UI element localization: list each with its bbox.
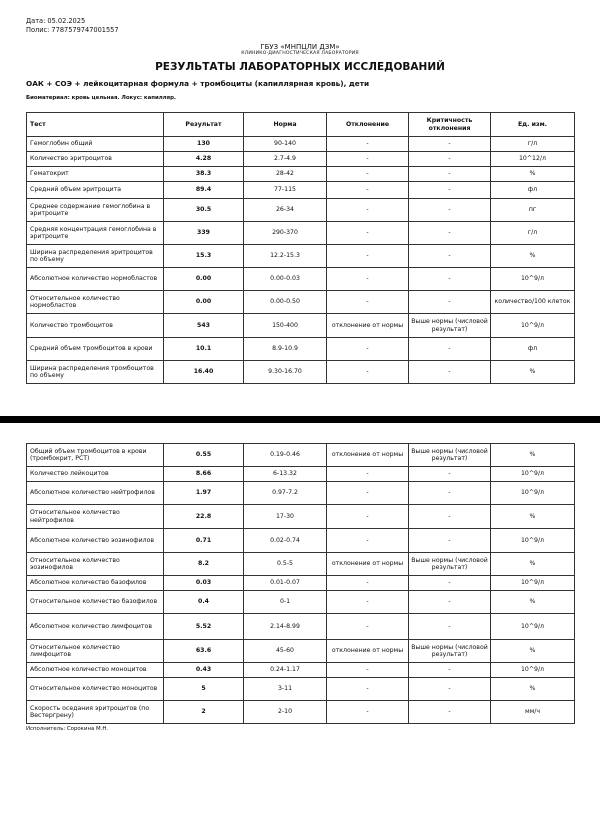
test-name: Общий объем тромбоцитов в крови (тромбокрит, PCT): [27, 444, 164, 467]
table-row: [27, 245, 575, 268]
test-result: 63.6: [164, 640, 244, 663]
test-deviation: -: [327, 663, 409, 678]
test-name: Относительное количество эозинофилов: [27, 553, 164, 576]
test-name: Количество тромбоцитов: [27, 314, 164, 338]
test-name: Средний объем эритроцита: [27, 182, 164, 199]
test-name: Абсолютное количество нейтрофилов: [27, 482, 164, 505]
test-unit: г/л: [491, 222, 575, 245]
policy-number: Полис: 7787579747001557: [26, 26, 119, 34]
test-deviation: отклонение от нормы: [327, 553, 409, 576]
test-unit: 10^9/л: [491, 268, 575, 291]
test-criticality: -: [409, 614, 491, 640]
test-unit: 10^9/л: [491, 314, 575, 338]
test-unit: %: [491, 553, 575, 576]
table-row: [27, 152, 575, 167]
table-row: [27, 361, 575, 384]
test-criticality: -: [409, 137, 491, 152]
test-deviation: -: [327, 167, 409, 182]
table-row: [27, 553, 575, 576]
test-criticality: -: [409, 663, 491, 678]
test-deviation: -: [327, 222, 409, 245]
test-unit: мм/ч: [491, 701, 575, 724]
document-title: РЕЗУЛЬТАТЫ ЛАБОРАТОРНЫХ ИССЛЕДОВАНИЙ: [155, 61, 445, 73]
test-deviation: -: [327, 529, 409, 553]
test-name: Абсолютное количество базофилов: [27, 576, 164, 591]
test-result: 1.97: [164, 482, 244, 505]
test-criticality: -: [409, 182, 491, 199]
table-row: [27, 182, 575, 199]
test-name: Гематокрит: [27, 167, 164, 182]
test-norm: 90-140: [244, 137, 327, 152]
test-criticality: Выше нормы (числовой результат): [409, 553, 491, 576]
table-row: [27, 614, 575, 640]
table-header-row: [27, 113, 575, 137]
test-unit: %: [491, 361, 575, 384]
table-row: [27, 482, 575, 505]
test-criticality: -: [409, 361, 491, 384]
test-deviation: отклонение от нормы: [327, 444, 409, 467]
test-deviation: -: [327, 268, 409, 291]
test-unit: 10^12/л: [491, 152, 575, 167]
test-result: 543: [164, 314, 244, 338]
test-norm: 28-42: [244, 167, 327, 182]
test-norm: 6-13.32: [244, 467, 327, 482]
test-criticality: -: [409, 167, 491, 182]
test-result: 8.2: [164, 553, 244, 576]
test-criticality: -: [409, 701, 491, 724]
test-norm: 0.00-0.50: [244, 291, 327, 314]
test-deviation: -: [327, 182, 409, 199]
test-unit: пг: [491, 199, 575, 222]
test-norm: 9.30-16.70: [244, 361, 327, 384]
test-criticality: -: [409, 678, 491, 701]
test-name: Относительное количество моноцитов: [27, 678, 164, 701]
test-deviation: -: [327, 467, 409, 482]
test-norm: 2.14-8.99: [244, 614, 327, 640]
test-name: Относительное количество лимфоцитов: [27, 640, 164, 663]
test-result: 0.43: [164, 663, 244, 678]
test-norm: 150-400: [244, 314, 327, 338]
test-deviation: -: [327, 338, 409, 361]
test-result: 89.4: [164, 182, 244, 199]
test-criticality: -: [409, 268, 491, 291]
test-name: Абсолютное количество эозинофилов: [27, 529, 164, 553]
test-name: Абсолютное количество нормобластов: [27, 268, 164, 291]
test-unit: %: [491, 640, 575, 663]
test-criticality: -: [409, 576, 491, 591]
test-unit: 10^9/л: [491, 614, 575, 640]
test-result: 5: [164, 678, 244, 701]
test-unit: %: [491, 444, 575, 467]
test-criticality: -: [409, 222, 491, 245]
test-result: 10.1: [164, 338, 244, 361]
test-norm: 12.2-15.3: [244, 245, 327, 268]
test-criticality: -: [409, 338, 491, 361]
table-row: [27, 678, 575, 701]
test-result: 0.55: [164, 444, 244, 467]
column-header-deviation: Отклонение: [327, 113, 409, 137]
test-deviation: -: [327, 505, 409, 529]
test-criticality: -: [409, 291, 491, 314]
test-norm: 3-11: [244, 678, 327, 701]
table-row: [27, 268, 575, 291]
test-unit: 10^9/л: [491, 482, 575, 505]
table-row: [27, 167, 575, 182]
test-norm: 2-10: [244, 701, 327, 724]
test-result: 0.00: [164, 291, 244, 314]
test-deviation: -: [327, 591, 409, 614]
table-row: [27, 199, 575, 222]
table-row: [27, 505, 575, 529]
test-criticality: Выше нормы (числовой результат): [409, 444, 491, 467]
test-criticality: -: [409, 505, 491, 529]
table-row: [27, 291, 575, 314]
test-norm: 8.9-10.9: [244, 338, 327, 361]
test-deviation: -: [327, 678, 409, 701]
test-norm: 0.97-7.2: [244, 482, 327, 505]
report-page-2: [0, 423, 600, 831]
test-unit: 10^9/л: [491, 467, 575, 482]
test-criticality: -: [409, 245, 491, 268]
test-criticality: Выше нормы (числовой результат): [409, 640, 491, 663]
test-name: Средний объем тромбоцитов в крови: [27, 338, 164, 361]
test-norm: 0.19-0.46: [244, 444, 327, 467]
test-name: Среднее содержание гемоглобина в эритроците: [27, 199, 164, 222]
column-header-unit: Ед. изм.: [491, 113, 575, 137]
test-unit: количество/100 клеток: [491, 291, 575, 314]
test-deviation: -: [327, 137, 409, 152]
test-result: 2: [164, 701, 244, 724]
test-deviation: -: [327, 361, 409, 384]
test-result: 30.5: [164, 199, 244, 222]
test-norm: 0.5-5: [244, 553, 327, 576]
test-deviation: -: [327, 291, 409, 314]
test-criticality: -: [409, 529, 491, 553]
test-norm: 45-60: [244, 640, 327, 663]
test-norm: 77-115: [244, 182, 327, 199]
test-unit: фл: [491, 338, 575, 361]
test-name: Относительное количество нормобластов: [27, 291, 164, 314]
test-name: Абсолютное количество моноцитов: [27, 663, 164, 678]
results-table-page-1: [26, 112, 575, 384]
test-unit: %: [491, 505, 575, 529]
test-result: 38.3: [164, 167, 244, 182]
document-subtitle: ОАК + СОЭ + лейкоцитарная формула + тромбоциты (капиллярная кровь), дети: [26, 79, 370, 88]
test-deviation: -: [327, 152, 409, 167]
table-row: [27, 467, 575, 482]
executor-signature: Исполнитель: Сорокина М.Н.: [26, 726, 109, 732]
test-norm: 0.24-1.17: [244, 663, 327, 678]
test-deviation: -: [327, 614, 409, 640]
results-table-page-2: [26, 443, 575, 724]
test-norm: 17-30: [244, 505, 327, 529]
report-date: Дата: 05.02.2025: [26, 17, 86, 25]
test-criticality: -: [409, 482, 491, 505]
test-criticality: Выше нормы (числовой результат): [409, 314, 491, 338]
test-result: 8.66: [164, 467, 244, 482]
test-unit: г/л: [491, 137, 575, 152]
test-unit: %: [491, 167, 575, 182]
table-row: [27, 576, 575, 591]
table-row: [27, 222, 575, 245]
test-deviation: -: [327, 576, 409, 591]
test-name: Гемоглобин общий: [27, 137, 164, 152]
test-result: 0.03: [164, 576, 244, 591]
test-result: 16.40: [164, 361, 244, 384]
test-unit: 10^9/л: [491, 529, 575, 553]
test-name: Количество эритроцитов: [27, 152, 164, 167]
test-norm: 26-34: [244, 199, 327, 222]
test-name: Абсолютное количество лимфоцитов: [27, 614, 164, 640]
test-result: 4.28: [164, 152, 244, 167]
test-result: 130: [164, 137, 244, 152]
table-row: [27, 701, 575, 724]
test-name: Средняя концентрация гемоглобина в эритроците: [27, 222, 164, 245]
test-unit: 10^9/л: [491, 663, 575, 678]
test-criticality: -: [409, 199, 491, 222]
test-unit: %: [491, 245, 575, 268]
test-result: 0.71: [164, 529, 244, 553]
test-unit: 10^9/л: [491, 576, 575, 591]
column-header-norm: Норма: [244, 113, 327, 137]
organization-name: ГБУЗ «МНПЦЛИ ДЗМ»: [260, 43, 340, 51]
test-deviation: -: [327, 199, 409, 222]
test-deviation: -: [327, 701, 409, 724]
test-criticality: -: [409, 467, 491, 482]
test-deviation: -: [327, 245, 409, 268]
table-row: [27, 137, 575, 152]
test-result: 0.00: [164, 268, 244, 291]
table-row: [27, 444, 575, 467]
test-name: Относительное количество нейтрофилов: [27, 505, 164, 529]
table-row: [27, 314, 575, 338]
test-result: 339: [164, 222, 244, 245]
test-result: 5.52: [164, 614, 244, 640]
test-name: Скорость оседания эритроцитов (по Вестергрену): [27, 701, 164, 724]
test-result: 22.8: [164, 505, 244, 529]
column-header-result: Результат: [164, 113, 244, 137]
table-row: [27, 663, 575, 678]
test-name: Относительное количество базофилов: [27, 591, 164, 614]
table-row: [27, 640, 575, 663]
test-name: Количество лейкоцитов: [27, 467, 164, 482]
test-criticality: -: [409, 152, 491, 167]
test-norm: 290-370: [244, 222, 327, 245]
test-unit: фл: [491, 182, 575, 199]
test-name: Ширина распределения тромбоцитов по объему: [27, 361, 164, 384]
test-unit: %: [491, 591, 575, 614]
test-norm: 0.00-0.03: [244, 268, 327, 291]
column-header-test: Тест: [27, 113, 164, 137]
test-criticality: -: [409, 591, 491, 614]
test-norm: 2.7-4.9: [244, 152, 327, 167]
test-norm: 0.01-0.07: [244, 576, 327, 591]
test-result: 15.3: [164, 245, 244, 268]
test-norm: 0-1: [244, 591, 327, 614]
test-deviation: -: [327, 482, 409, 505]
biomaterial-info: Биоматериал: кровь цельная. Локус: капилляр.: [26, 95, 176, 101]
test-result: 0.4: [164, 591, 244, 614]
table-row: [27, 529, 575, 553]
column-header-criticality: Критичность отклонения: [409, 113, 491, 137]
test-deviation: отклонение от нормы: [327, 640, 409, 663]
test-norm: 0.02-0.74: [244, 529, 327, 553]
test-name: Ширина распределения эритроцитов по объему: [27, 245, 164, 268]
organization-subtitle: КЛИНИКО-ДИАГНОСТИЧЕСКАЯ ЛАБОРАТОРИЯ: [241, 51, 359, 56]
test-deviation: отклонение от нормы: [327, 314, 409, 338]
test-unit: %: [491, 678, 575, 701]
table-row: [27, 591, 575, 614]
table-row: [27, 338, 575, 361]
